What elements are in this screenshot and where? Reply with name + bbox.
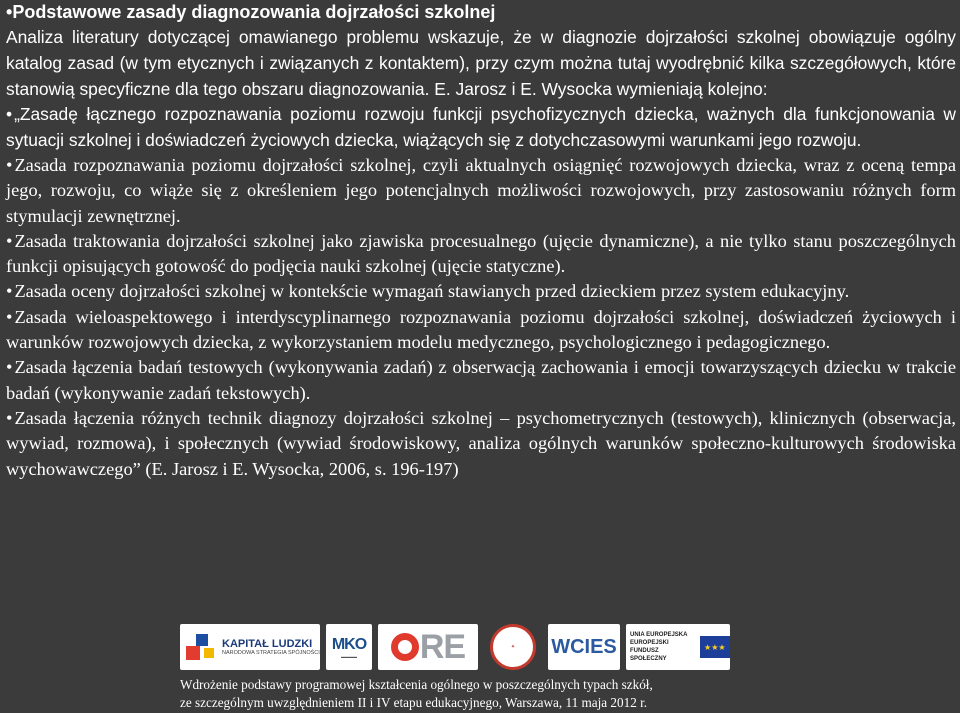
- kapital-ludzki-subtitle: NARODOWA STRATEGIA SPÓJNOŚCI: [222, 650, 320, 656]
- title-text: Podstawowe zasady diagnozowania dojrzałości szkolnej: [12, 2, 496, 22]
- eu-flag-icon: ★★★: [700, 636, 730, 658]
- bullet-text: Zasada traktowania dojrzałości szkolnej jako zjawiska procesualnego (ujęcie dynamiczne), a nie tylko stanu poszczególnych funkcji opisujących gotowość do podjęcia nauki szkolnej (ujęcie statyczne).: [6, 230, 956, 277]
- ore-name: RE: [419, 627, 466, 666]
- eu-logo: [626, 624, 730, 670]
- wcies-logo: [548, 624, 620, 670]
- bullet-text: Zasada wieloaspektowego i interdyscyplinarnego rozpoznawania poziomu dojrzałości szkolnej, doświadczeń życiowych i warunków rozwojowych dziecka, z wykorzystaniem modelu medycznego, psychologicznego i pedagogicznego.: [6, 306, 956, 353]
- eu-line-1: UNIA EUROPEJSKA: [630, 632, 688, 638]
- ore-logo: [378, 624, 478, 670]
- bullet-mark: •: [6, 407, 13, 428]
- title-bullet: •: [6, 2, 13, 22]
- bullet-text: Zasada oceny dojrzałości szkolnej w kontekście wymagań stawianych przed dzieckiem przez system edukacyjny.: [14, 281, 850, 302]
- bullet-text: Zasada łączenia badań testowych (wykonywania zadań) z obserwacją zachowania i emocji towarzyszących dziecku w trakcie badań (wykonywanie zadań tekstowych).: [6, 357, 956, 403]
- partner-logos: [180, 622, 780, 672]
- kapital-ludzki-mark-icon: [186, 632, 216, 662]
- bullet-mark: •: [6, 155, 13, 175]
- intro-paragraph: Analiza literatury dotyczącej omawianego problemu wskazuje, że w diagnozie dojrzałości szkolnej obowiązuje ogólny katalog zasad (w tym etycznych i związanych z kontaktem), przy czym można tutaj wyodrębnić kilka szczegółowych, które stanowią specyficzne dla tego obszaru diagnozowania. E. Jarosz i E. Wysocka wymieniają kolejno:: [6, 27, 956, 99]
- bullet-mark: •: [6, 104, 13, 124]
- wcies-name: WCIES: [551, 635, 617, 658]
- bullet-text: Zasada rozpoznawania poziomu dojrzałości szkolnej, czyli aktualnych osiągnięć rozwojowych dziecka, wraz z oceną tempa jego, rozwoju, co wiąże się z określeniem jego potencjalnych możliwości rozwojowych, przy zastosowaniu różnych form stymulacji zewnętrznej.: [6, 155, 956, 226]
- eu-line-3: FUNDUSZ SPOŁECZNY: [630, 648, 667, 662]
- slide-title: [6, 0, 956, 24]
- bullet-mark: •: [6, 357, 13, 378]
- footer: [180, 676, 800, 712]
- seal-icon: ✦: [490, 624, 536, 670]
- mko-mark-icon: ▬▬▬▬: [341, 653, 357, 659]
- bullet-item-7: [6, 406, 956, 482]
- bullet-item-6: [6, 355, 956, 406]
- kapital-ludzki-logo: [180, 624, 320, 670]
- footer-line-1: Wdrożenie podstawy programowej kształcenia ogólnego w poszczególnych typach szkół,: [180, 677, 653, 692]
- bullet-mark: •: [6, 230, 13, 251]
- bullet-item-1: [6, 102, 956, 153]
- slide-content: [6, 0, 956, 482]
- bullet-text: „Zasadę łącznego rozpoznawania poziomu rozwoju funkcji psychofizycznych dziecka, ważnych dla funkcjonowania w sytuacji szkolnej i doświadczeń życiowych dziecka, wiążących się z dotychczasowymi warunkami jego rozwoju.: [6, 104, 956, 150]
- mko-name: MKO: [331, 635, 367, 653]
- bullet-text: Zasada łączenia różnych technik diagnozy dojrzałości szkolnej – psychometrycznych (testowych), klinicznych (obserwacja, wywiad, rozmowa), i społecznych (wywiad środowiskowy, analiza ogólnych warunków społeczno-kulturowych środowiska wychowawczego” (E. Jarosz i E. Wysocka, 2006, s. 196-197): [6, 407, 956, 479]
- warszawa-seal-logo: [484, 624, 542, 670]
- kapital-ludzki-name: KAPITAŁ LUDZKI: [222, 638, 313, 650]
- bullet-item-4: [6, 279, 956, 304]
- bullet-mark: •: [6, 281, 13, 302]
- mko-logo: [326, 624, 372, 670]
- bullet-item-5: [6, 305, 956, 356]
- bullet-mark: •: [6, 306, 13, 327]
- footer-line-2: ze szczególnym uwzględnieniem II i IV etapu edukacyjnego, Warszawa, 11 maja 2012 r.: [180, 695, 648, 710]
- ore-circle-icon: [391, 633, 419, 661]
- eu-line-2: EUROPEJSKI: [630, 640, 669, 646]
- bullet-item-3: [6, 229, 956, 280]
- bullet-item-2: [6, 153, 956, 229]
